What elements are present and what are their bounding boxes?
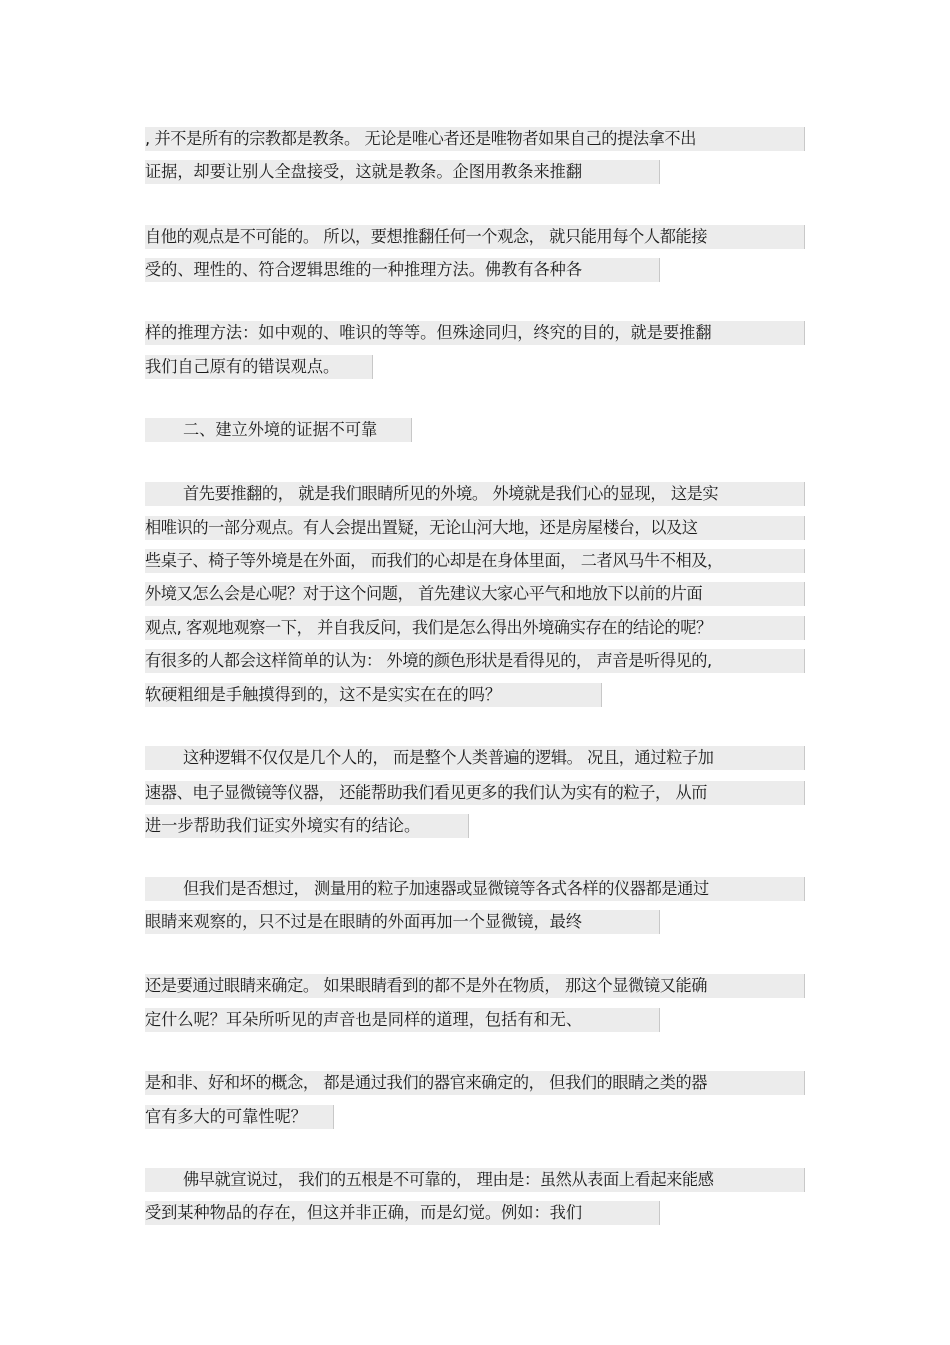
text-line: 这种逻辑不仅仅是几个人的， 而是整个人类普遍的逻辑。 况且，通过粒子加 [145,746,805,770]
text-line: , 并不是所有的宗教都是教条。 无论是唯心者还是唯物者如果自己的提法拿不出 [145,127,805,151]
text-line: 观点, 客观地观察一下， 并自我反问，我们是怎么得出外境确实存在的结论的呢？ [145,616,805,640]
text-line: 佛早就宣说过， 我们的五根是不可靠的， 理由是：虽然从表面上看起来能感 [145,1168,805,1192]
text-line: 受到某种物品的存在，但这并非正确，而是幻觉。例如：我们 [145,1201,660,1225]
text-line: 有很多的人都会这样简单的认为： 外境的颜色形状是看得见的， 声音是听得见的, [145,649,805,673]
section-heading: 二、建立外境的证据不可靠 [145,418,412,442]
text-line: 速器、电子显微镜等仪器， 还能帮助我们看见更多的我们认为实有的粒子， 从而 [145,781,805,805]
text-line: 进一步帮助我们证实外境实有的结论。 [145,814,469,838]
text-line: 证据，却要让别人全盘接受，这就是教条。企图用教条来推翻 [145,160,660,184]
text-line: 些桌子、椅子等外境是在外面， 而我们的心却是在身体里面， 二者风马牛不相及， [145,549,805,573]
text-line: 相唯识的一部分观点。有人会提出置疑，无论山河大地，还是房屋楼台，以及这 [145,516,805,540]
text-line: 首先要推翻的， 就是我们眼睛所见的外境。 外境就是我们心的显现， 这是实 [145,482,805,506]
text-line: 样的推理方法：如中观的、唯识的等等。但殊途同归，终究的目的，就是要推翻 [145,321,805,345]
text-line: 定什么呢？耳朵所听见的声音也是同样的道理，包括有和无、 [145,1008,660,1032]
text-line: 官有多大的可靠性呢？ [145,1105,334,1129]
text-line: 还是要通过眼睛来确定。 如果眼睛看到的都不是外在物质， 那这个显微镜又能确 [145,974,805,998]
text-line: 外境又怎么会是心呢？对于这个问题， 首先建议大家心平气和地放下以前的片面 [145,582,805,606]
text-line: 眼睛来观察的，只不过是在眼睛的外面再加一个显微镜，最终 [145,910,660,934]
text-line: 软硬粗细是手触摸得到的，这不是实实在在的吗？ [145,683,602,707]
text-line: 是和非、好和坏的概念， 都是通过我们的器官来确定的， 但我们的眼睛之类的器 [145,1071,805,1095]
text-line: 我们自己原有的错误观点。 [145,355,373,379]
text-line: 但我们是否想过， 测量用的粒子加速器或显微镜等各式各样的仪器都是通过 [145,877,805,901]
text-line: 受的、理性的、符合逻辑思维的一种推理方法。佛教有各种各 [145,258,660,282]
text-line: 自他的观点是不可能的。 所以，要想推翻任何一个观念， 就只能用每个人都能接 [145,225,805,249]
